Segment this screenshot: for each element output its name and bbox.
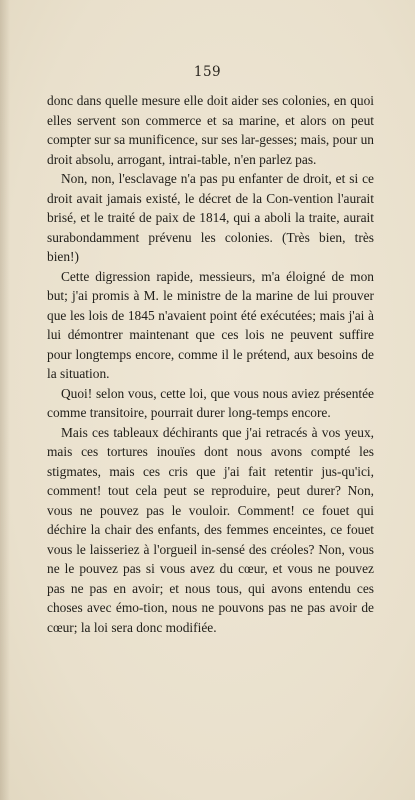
paragraph-digression: Cette digression rapide, messieurs, m'a éloigné de mon but; j'ai promis à M. le ministre de la marine de lui prouver que les lois de 1845 n'avaient point été exécutées; mais j'ai à lui démontrer maintenant que ces lois ne peuvent suffire pour longtemps encore, comme il le prétend, aux besoins de la situation. [47, 268, 374, 381]
page-number: 159 [193, 64, 222, 80]
paragraph-slavery-right: Non, non, l'esclavage n'a pas pu enfanter de droit, et si ce droit avait jamais existé, le décret de la Con-vention l'aurait brisé, et le traité de paix de 1814, qui a aboli la traite, aurait surabondamment prévenu les colonies. (Très bien, très bien!) [47, 171, 374, 264]
paragraph-continuation: donc dans quelle mesure elle doit aider ses colonies, en quoi elles servent son commerce et sa marine, et alors on peut compter sur sa munificence, sur ses lar-gesses; mais, pour un droit absolu, arrogant, intrai-table, n'en parlez pas. [47, 93, 374, 167]
spine-shadow [0, 0, 10, 800]
paragraph-transitory-law: Quoi! selon vous, cette loi, que vous nous aviez présentée comme transitoire, pourrait durer long-temps encore. [47, 385, 374, 420]
body-text [47, 91, 374, 637]
paragraph-tortures: Mais ces tableaux déchirants que j'ai retracés à vos yeux, mais ces tortures inouïes dont nous avons compté les stigmates, mais ces cris que j'ai fait retentir jus-qu'ici, comment! tout cela peut se reproduire, peut durer? Non, vous ne pouvez pas le vouloir. Comment! ce fouet qui déchire la chair des enfants, des femmes enceintes, ce fouet vous le laisseriez à l'orgueil in-sensé des créoles? Non, vous ne le pouvez pas si vous avez du cœur, et vous ne pouvez pas ne pas en avoir; et nous tous, qui avons entendu ces choses avec émo-tion, nous ne pouvons pas ne pas avoir de cœur; la loi sera donc modifiée. [47, 424, 374, 635]
